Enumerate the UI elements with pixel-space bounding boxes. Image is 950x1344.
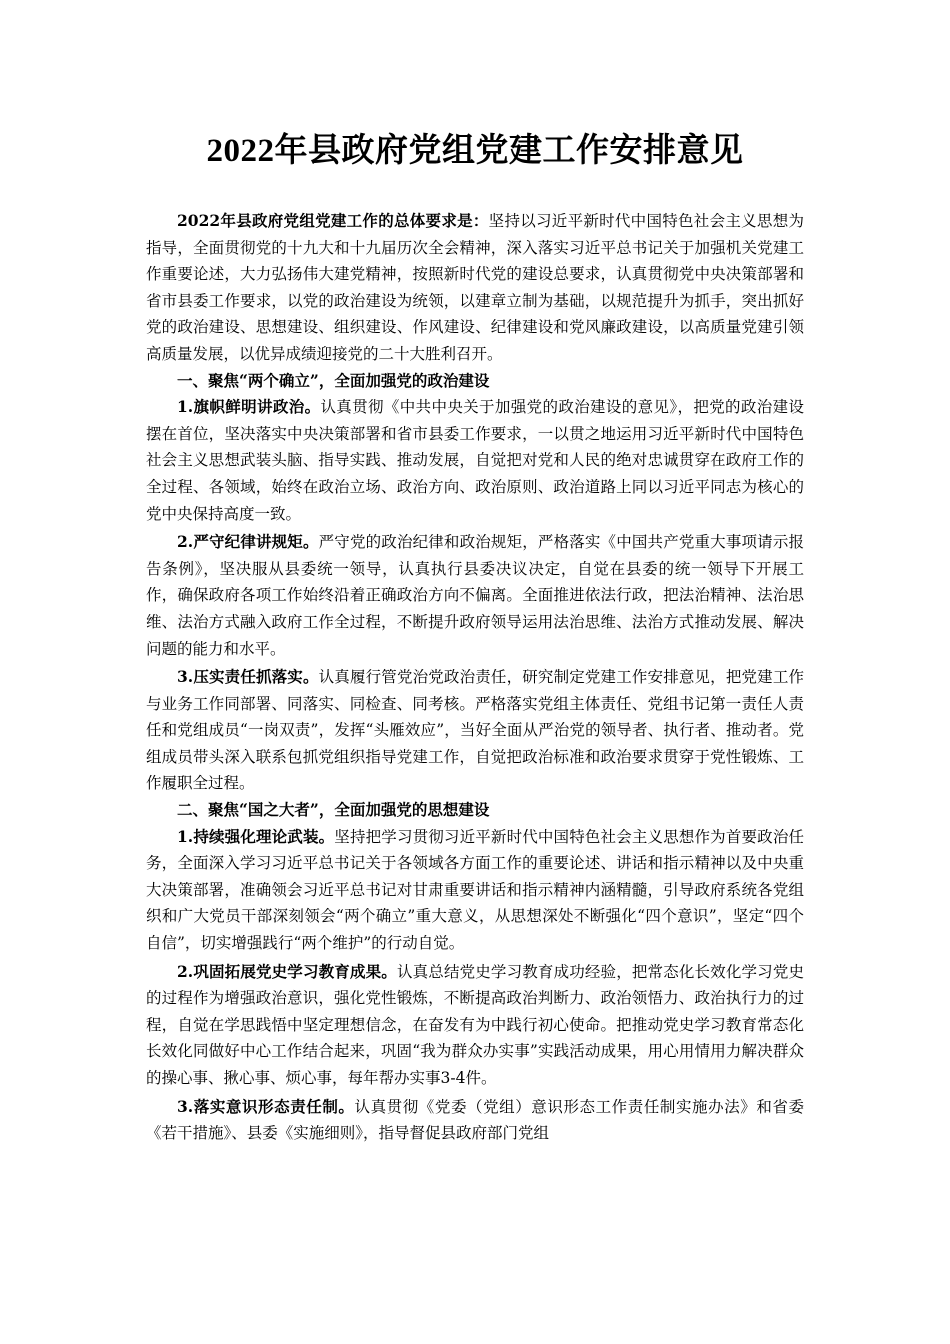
paragraph-text: 认真总结党史学习教育成功经验，把常态化长效化学习党史的过程作为增强政治意识，强化党性锻炼，不断提高政治判断力、政治领悟力、政治执行力的过程，自觉在学思践悟中坚定理想信念，在奋发有为中践行初心使命。把推动党史学习教育常态化长效化同做好中心工作结合起来，巩固“我为群众办实事”实践活动成果，用心用情用力解决群众的操心事、揪心事、烦心事，每年帮办实事3-4件。 xyxy=(146,962,804,1087)
body-paragraph xyxy=(146,824,804,957)
paragraph-text: 认真贯彻《党委（党组）意识形态工作责任制实施办法》和省委《若干措施》、县委《实施细则》，指导督促县政府部门党组 xyxy=(146,1097,804,1143)
section-heading: 一、聚焦“两个确立”，全面加强党的政治建设 xyxy=(177,370,490,390)
paragraph-lead: 2022年县政府党组党建工作的总体要求是： xyxy=(177,211,489,230)
paragraph-text: 认真履行管党治党政治责任，研究制定党建工作安排意见，把党建工作与业务工作同部署、同落实、同检查、同考核。严格落实党组主体责任、党组书记第一责任人责任和党组成员“一岗双责”，发挥“头雁效应”，当好全面从严治党的领导者、执行者、推动者。党组成员带头深入联系包抓党组织指导党建工作，自觉把政治标准和政治要求贯穿于党性锻炼、工作履职全过程。 xyxy=(146,668,804,793)
paragraph-text: 坚持把学习贯彻习近平新时代中国特色社会主义思想作为首要政治任务，全面深入学习习近平总书记关于各领域各方面工作的重要论述、讲话和指示精神以及中央重大决策部署，准确领会习近平总书记对甘肃重要讲话和指示精神内涵精髓，引导政府系统各党组织和广大党员干部深刻领会“两个确立”重大意义，从思想深处不断强化“四个意识”，坚定“四个自信”，切实增强践行“两个维护”的行动自觉。 xyxy=(146,827,804,953)
paragraph-lead: 3.压实责任抓落实。 xyxy=(177,667,319,687)
section-heading: 二、聚焦“国之大者”，全面加强党的思想建设 xyxy=(177,800,490,820)
body-paragraph xyxy=(146,529,804,662)
body-paragraph xyxy=(146,208,804,368)
paragraph-text: 严守党的政治纪律和政治规矩，严格落实《中国共产党重大事项请示报告条例》，坚决服从县委统一领导，认真执行县委决议决定，自觉在县委的统一领导下开展工作，确保政府各项工作始终沿着正确政治方向不偏离。全面推进依法行政，把法治精神、法治思维、法治方式融入政府工作全过程，不断提升政府领导运用法治思维、法治方式推动发展、解决问题的能力和水平。 xyxy=(146,533,804,658)
body-paragraph xyxy=(146,1094,804,1147)
paragraph-lead: 3.落实意识形态责任制。 xyxy=(177,1096,355,1116)
paragraph-lead: 2.严守纪律讲规矩。 xyxy=(177,532,319,552)
paragraph-text: 认真贯彻《中共中央关于加强党的政治建设的意见》，把党的政治建设摆在首位，坚决落实中央决策部署和省市县委工作要求，一以贯之地运用习近平新时代中国特色社会主义思想武装头脑、指导实践、推动发展，自觉把对党和人民的绝对忠诚贯穿在政府工作的全过程、各领域，始终在政治立场、政治方向、政治原则、政治道路上同以习近平同志为核心的党中央保持高度一致。 xyxy=(146,398,804,523)
body-paragraph xyxy=(146,664,804,797)
body-paragraph xyxy=(146,394,804,527)
paragraph-lead: 2.巩固拓展党史学习教育成果。 xyxy=(177,961,397,981)
paragraph-lead: 1.旗帜鲜明讲政治。 xyxy=(177,397,321,417)
paragraph-text: 坚持以习近平新时代中国特色社会主义思想为指导，全面贯彻党的十九大和十九届历次全会精神，深入落实习近平总书记关于加强机关党建工作重要论述，大力弘扬伟大建党精神，按照新时代党的建设总要求，认真贯彻党中央决策部署和省市县委工作要求，以党的政治建设为统领，以建章立制为基础，以规范提升为抓手，突出抓好党的政治建设、思想建设、组织建设、作风建设、纪律建设和党风廉政建设，以高质量党建引领高质量发展，以优异成绩迎接党的二十大胜利召开。 xyxy=(146,212,804,363)
paragraph-lead: 1.持续强化理论武装。 xyxy=(177,826,335,846)
body-paragraph xyxy=(146,959,804,1092)
document-title: 2022年县政府党组党建工作安排意见 xyxy=(206,133,744,169)
